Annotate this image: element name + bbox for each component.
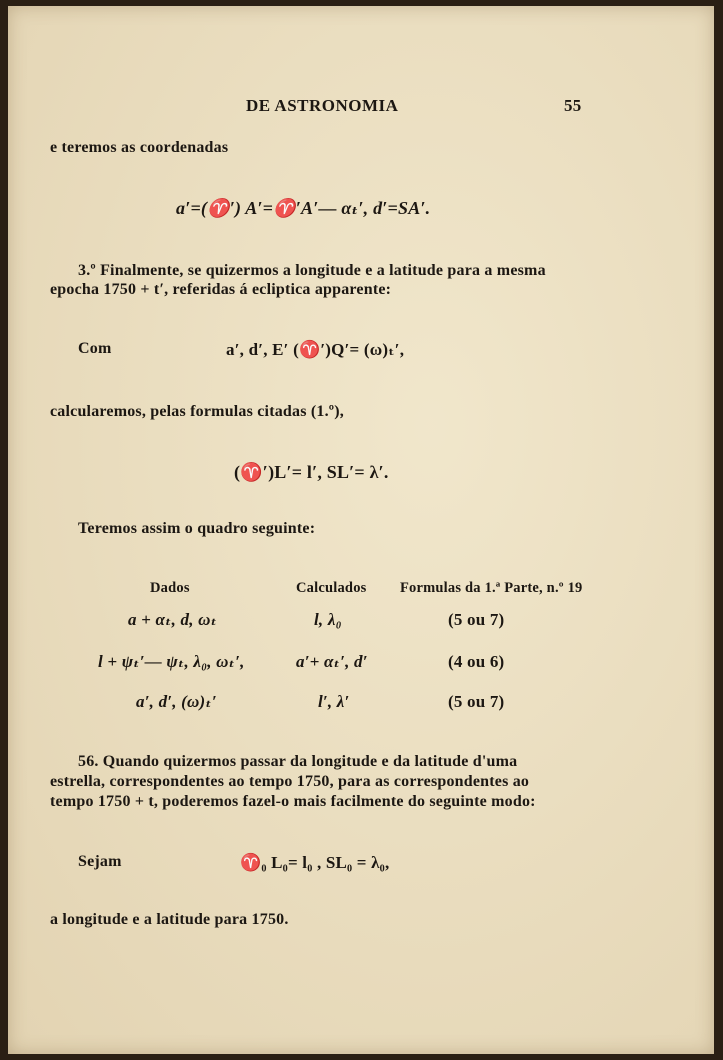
page-number: 55 <box>564 96 582 115</box>
formula-longitude-latitude: (♈′)L′= l′, SL′= λ′. <box>234 462 389 482</box>
table-cell: a + αₜ, d, ωₜ <box>128 610 218 629</box>
paragraph-longitude-1750: a longitude e a latitude para 1750. <box>50 911 289 928</box>
table-header-calculados: Calculados <box>296 580 367 596</box>
formula-sejam: ♈₀ L₀= l₀ , SL₀ = λ₀, <box>240 853 390 872</box>
table-cell: (5 ou 7) <box>448 692 505 711</box>
paragraph-calculate: calcularemos, pelas formulas citadas (1.º), <box>50 403 344 420</box>
paragraph-coordinates-intro: e teremos as coordenadas <box>50 139 229 156</box>
table-cell: l + ψₜ′— ψₜ, λ₀, ωₜ′, <box>98 652 245 671</box>
book-page <box>8 6 714 1054</box>
paragraph-56-line1: 56. Quando quizermos passar da longitude e da latitude d'uma <box>78 753 518 770</box>
paragraph-finally-line1: 3.º Finalmente, se quizermos a longitude e a latitude para a mesma <box>78 262 546 279</box>
formula-com: a′, d′, E′ (♈′)Q′= (ω)ₜ′, <box>226 340 405 359</box>
table-cell: (4 ou 6) <box>448 652 505 671</box>
table-cell: (5 ou 7) <box>448 610 505 629</box>
table-header-dados: Dados <box>150 580 190 596</box>
paragraph-56-line2: estrella, correspondentes ao tempo 1750, para as correspondentes ao <box>50 773 530 790</box>
paragraph-finally-line2: epocha 1750 + t′, referidas á ecliptica apparente: <box>50 281 392 298</box>
com-label: Com <box>78 340 112 357</box>
running-header: DE ASTRONOMIA <box>246 96 399 115</box>
table-cell: a′, d′, (ω)ₜ′ <box>136 692 217 711</box>
table-cell: l′, λ′ <box>318 692 350 711</box>
formula-coordinates: a′=(♈′) A′=♈′A′— αₜ′, d′=SA′. <box>176 198 431 218</box>
paragraph-table-intro: Teremos assim o quadro seguinte: <box>78 520 316 537</box>
table-header-formulas: Formulas da 1.ª Parte, n.º 19 <box>400 580 583 596</box>
paragraph-56-line3: tempo 1750 + t, poderemos fazel-o mais facilmente do seguinte modo: <box>50 793 536 810</box>
table-cell: a′+ αₜ′, d′ <box>296 652 368 671</box>
sejam-label: Sejam <box>78 853 122 870</box>
table-cell: l, λ₀ <box>314 610 342 629</box>
